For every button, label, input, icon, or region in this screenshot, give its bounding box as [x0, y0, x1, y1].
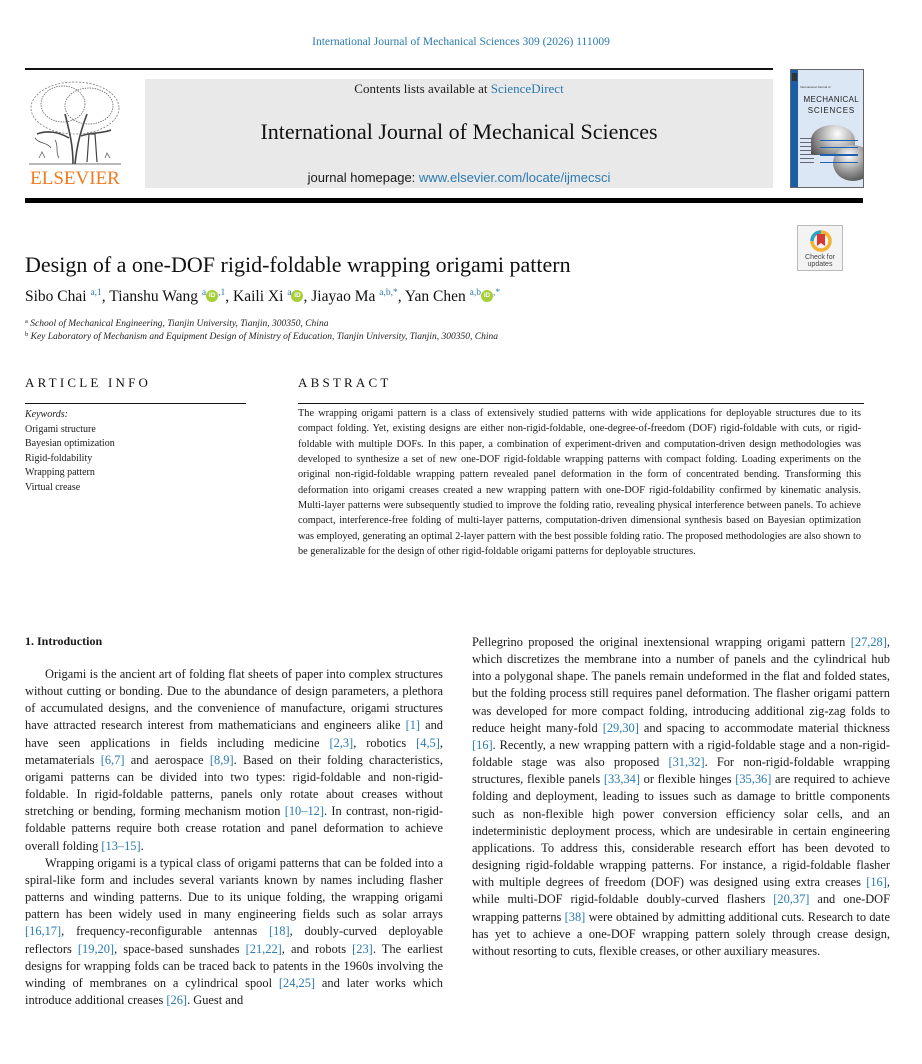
body-paragraph — [25, 855, 443, 1009]
elsevier-wordmark: ELSEVIER — [30, 168, 120, 189]
body-text: , and robots — [281, 941, 353, 956]
author-affiliation-sup[interactable]: a — [201, 288, 207, 298]
author-list: Sibo Chai $^{a,1}$, Tianshu Wang $^a$ iD $^{,1}$, Kaili Xi $^a$ iD , Jiayao Ma $^{a,b,*}$, Yan Chen $^{a,b}$ iD ,* — [25, 288, 501, 305]
affiliation-text: School of Mechanical Engineering, Tianjin University, Tianjin, 300350, China — [30, 319, 329, 329]
reference-link[interactable]: [35,36] — [735, 772, 772, 787]
body-column-left — [25, 666, 443, 1009]
top-rule — [25, 68, 773, 70]
keyword-item: Origami structure — [25, 423, 96, 435]
body-text: . Guest and — [187, 992, 244, 1007]
body-text: , which discretizes the membrane into a number of panels and the cylindrical hub into a polygonal shape. The panels remain undeformed in the flat and folded states, but the folding process still requires panel deformation. The flasher origami pattern was developed for more compact folding, introducing additional zig-zag folds to reduce height many-fold — [472, 635, 890, 735]
affiliation-mark: b — [25, 331, 29, 338]
cover-elsevier-mark — [792, 73, 797, 81]
body-text: were obtained by admitting additional cuts. Research to date has yet to achieve a one-DOF wrapping pattern solely through crease design, without resorting to cuts, flexible creases, or other auxiliary measures. — [472, 909, 890, 958]
reference-link[interactable]: [4,5] — [416, 735, 440, 750]
author-note-sup[interactable]: ,1 — [218, 288, 226, 298]
body-text: . For non-rigid-foldable wrapping structures, flexible panels — [472, 755, 890, 787]
reference-link[interactable]: [31,32] — [668, 755, 705, 770]
reference-link[interactable]: [20,37] — [773, 892, 810, 907]
check-for-updates-label — [798, 254, 842, 268]
body-text: . The earliest designs for wrapping folds can be traced back to patents in the 1960s involving the winding of membranes on a cylindrical spool — [25, 941, 443, 990]
cover-text-lines — [800, 138, 814, 166]
reference-link[interactable]: [16] — [866, 875, 887, 890]
cover-link-lines — [820, 140, 858, 169]
check-for-updates-icon — [809, 229, 833, 253]
check-for-updates-button[interactable] — [797, 225, 843, 271]
elsevier-tree-icon — [25, 78, 125, 166]
reference-link[interactable]: [18] — [268, 924, 290, 939]
orcid-icon[interactable]: iD — [291, 290, 303, 302]
reference-link[interactable]: [8,9] — [209, 752, 234, 767]
reference-link[interactable]: [26] — [166, 992, 188, 1007]
reference-link[interactable]: [6,7] — [100, 752, 125, 767]
author-affiliation-sup[interactable]: a,b — [469, 288, 481, 298]
body-text: Pellegrino proposed the original inextensional wrapping origami pattern — [472, 635, 851, 649]
badge-line1: Check for — [805, 254, 835, 261]
body-text: , doubly-curved deployable reflectors — [25, 924, 443, 956]
paper-title: Design of a one-DOF rigid-foldable wrapping origami pattern — [25, 252, 571, 277]
author-name[interactable]: Yan Chen — [404, 288, 466, 305]
body-text: . Recently, a new wrapping pattern with a rigid-foldable stage and a non-rigid-foldable stage was also proposed — [472, 737, 890, 770]
reference-link[interactable]: [19,20] — [77, 941, 115, 956]
reference-link[interactable]: [24,25] — [278, 975, 316, 990]
orcid-icon[interactable]: iD — [206, 290, 218, 302]
keyword-item: Rigid-foldability — [25, 452, 93, 464]
body-text: Origami is the ancient art of folding flat sheets of paper into complex structures without cutting or bonding. Due to the abundance of design parameters, a plethora of accumulated designs, and the convenience of manufacture, origami structures have attracted research interest from mathematicians and engineers alike — [25, 667, 443, 733]
body-column-right — [472, 634, 890, 960]
reference-link[interactable]: [29,30] — [602, 720, 639, 735]
author-note-sup[interactable]: ,* — [493, 288, 501, 298]
author-name[interactable]: Jiayao Ma — [311, 288, 376, 305]
keyword-item: Bayesian optimization — [25, 438, 115, 449]
author-name[interactable]: Sibo Chai — [25, 288, 87, 305]
affiliation-b — [25, 331, 498, 342]
author-name[interactable]: Kaili Xi — [233, 288, 284, 305]
body-text: or flexible hinges — [639, 772, 736, 787]
body-text: , while multi-DOF rigid-foldable doubly-curved flashers — [472, 875, 890, 907]
author-name[interactable]: Tianshu Wang — [109, 288, 199, 305]
article-info-heading: ARTICLE INFO — [25, 375, 152, 390]
header-thick-rule — [25, 198, 863, 203]
body-text: and spacing to accommodate material thickness — [638, 720, 890, 735]
body-text: . — [140, 838, 144, 853]
journal-cover-thumbnail[interactable] — [790, 69, 864, 188]
reference-link[interactable]: [16] — [472, 737, 493, 752]
body-text: , metamaterials — [25, 735, 443, 767]
journal-homepage-link[interactable]: www.elsevier.com/locate/ijmecsci — [418, 170, 611, 185]
article-info-rule — [25, 403, 246, 404]
abstract-text: The wrapping origami pattern is a class of extensively studied patterns with wide applications for deployable structures due to its compact folding. Yet, existing designs are either non-rigid-foldable, one-degree-of-freedom (DOF) rigid-foldable with cuts, or rigid-foldable with multiple DOFs. In this paper, a combination of experiment-driven and computation-driven design methodologies was developed to synthesize a set of new one-DOF rigid-foldable wrapping patterns with compact folding. Loading experiments on the original non-rigid-foldable wrapping pattern revealed panel deformation in the form of concentrated bending. Transforming this deformation into origami creases created a new wrapping pattern with one-DOF rigid-foldability confirmed by kinematic analysis. Multi-layer patterns were subsequently studied to improve the folding ratio, revealing physical interference between panels. To achieve compact, interference-free folding of multi-layer patterns, computation-driven dimensional synthesis based on Bayesian optimization was employed, generating an optimal 2-layer pattern with the best possible folding ratio. The proposed methodologies are also shown to be generalizable for the design of other rigid-foldable origami patterns for deployable structures. — [298, 408, 861, 558]
reference-link[interactable]: [23] — [352, 941, 373, 956]
body-text: and aerospace — [124, 752, 210, 767]
introduction-heading: 1. Introduction — [25, 634, 103, 648]
homepage-prefix: journal homepage: — [307, 170, 419, 185]
affiliation-a — [25, 318, 328, 329]
keywords-block — [25, 408, 115, 495]
body-text: and one-DOF wrapping patterns — [472, 892, 890, 924]
reference-link[interactable]: [27,28] — [850, 635, 887, 649]
reference-link[interactable]: [38] — [564, 909, 586, 924]
reference-link[interactable]: [21,22] — [245, 941, 282, 956]
reference-link[interactable]: [33,34] — [603, 772, 640, 787]
author-affiliation-sup[interactable]: a — [287, 288, 292, 298]
body-paragraph — [25, 666, 443, 855]
reference-link[interactable]: [13–15] — [101, 838, 141, 853]
reference-link[interactable]: [10–12] — [284, 804, 324, 819]
keywords-label: Keywords: — [25, 409, 68, 420]
reference-link[interactable]: [1] — [405, 718, 421, 733]
body-text: , frequency-reconfigurable antennas — [61, 924, 269, 939]
body-text: , robotics — [353, 735, 417, 750]
body-text: and have seen applications in fields including medicine — [25, 718, 443, 750]
body-text: , space-based sunshades — [114, 941, 246, 956]
cover-title-line2: SCIENCES — [807, 106, 855, 115]
keyword-item: Virtual crease — [25, 481, 81, 493]
cover-title-line1: MECHANICAL — [803, 95, 859, 104]
keyword-item: Wrapping pattern — [25, 467, 95, 478]
abstract-heading: ABSTRACT — [298, 375, 392, 390]
homepage-line — [145, 170, 773, 185]
abstract-rule — [298, 403, 864, 404]
sciencedirect-link[interactable]: ScienceDirect — [490, 81, 564, 96]
affiliation-text: Key Laboratory of Mechanism and Equipment Design of Ministry of Education, Tianjin University, Tianjin, 300350, China — [30, 332, 498, 342]
orcid-icon[interactable]: iD — [481, 290, 493, 302]
journal-title: International Journal of Mechanical Sciences — [260, 119, 658, 144]
contents-line — [145, 81, 773, 97]
cover-subtitle: International Journal of — [800, 85, 831, 89]
badge-line2: updates — [807, 261, 833, 268]
body-text: . Based on their folding characteristics, origami patterns can be divided into two types: rigid-foldable and non-rigid-foldable. In rigid-foldable patterns, panels only rotate about creases without stretching or bending, forming mechanism motion — [25, 752, 443, 819]
body-text: are required to achieve folding and deployment, leading to issues such as damage to brittle components such as non-flexible high power conversion efficiency solar cells, and an indeterministic deployment process, which are undesirable in certain engineering applications. To address this, considerable research effort has been devoted to designing rigid-foldable wrapping patterns. For instance, a rigid-foldable flasher with multiple degrees of freedom (DOF) was designed using extra creases — [472, 772, 890, 890]
affiliation-mark: a — [25, 318, 28, 325]
author-affiliation-sup[interactable]: a,1 — [90, 288, 102, 298]
elsevier-logo[interactable] — [25, 78, 125, 190]
body-text: . In contrast, non-rigid-foldable patterns require both crease rotation and panel deformation to achieve overall folding — [25, 804, 443, 853]
reference-link[interactable]: [16,17] — [25, 924, 62, 939]
body-text: and later works which introduce additional creases — [25, 975, 443, 1007]
body-text: Wrapping origami is a typical class of origami patterns that can be folded into a spiral-like form and includes several variants known by names including flasher patterns and winding patterns. Due to its unique folding, the wrapping origami pattern has been widely used in many engineering fields such as solar arrays — [25, 855, 443, 922]
body-paragraph — [472, 634, 890, 960]
journal-citation[interactable]: International Journal of Mechanical Sciences 309 (2026) 111009 — [312, 36, 610, 48]
contents-prefix: Contents lists available at — [354, 81, 491, 96]
journal-masthead — [145, 79, 773, 188]
reference-link[interactable]: [2,3] — [329, 735, 354, 750]
author-affiliation-sup[interactable]: a,b,* — [379, 288, 398, 298]
